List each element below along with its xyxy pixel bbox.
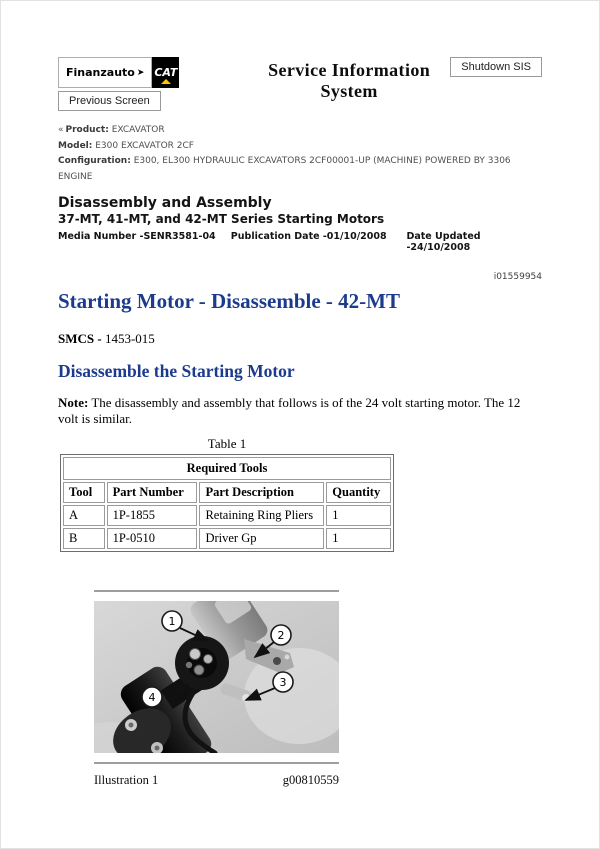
cell-part-description: Retaining Ring Pliers — [199, 505, 324, 526]
model-label: Model: — [58, 140, 93, 151]
product-value: EXCAVATOR — [111, 125, 165, 135]
note-paragraph — [58, 395, 542, 427]
model-line — [58, 139, 542, 155]
configuration-line — [58, 154, 542, 185]
cell-quantity: 1 — [326, 505, 391, 526]
document-subtitle: 37-MT, 41-MT, and 42-MT Series Starting Motors — [58, 212, 385, 226]
cat-triangle-icon — [161, 79, 171, 84]
table-header-row — [63, 482, 391, 503]
smcs-value: 1453-015 — [104, 331, 155, 346]
cell-tool: B — [63, 528, 105, 549]
illustration-figure-id: g00810559 — [282, 773, 339, 787]
illustration-label: Illustration 1 — [94, 773, 159, 787]
table-row — [63, 505, 391, 526]
arrow-icon: ➤ — [136, 67, 145, 78]
product-line — [58, 123, 542, 139]
date-updated: Date Updated -24/10/2008 — [406, 231, 481, 253]
logo-area — [58, 57, 248, 111]
table-row — [63, 528, 391, 549]
note-label: Note: — [58, 395, 89, 410]
cell-tool: A — [63, 505, 105, 526]
product-info — [58, 123, 542, 185]
smcs-line — [58, 331, 542, 347]
finanzauto-logo-text: Finanzauto — [66, 66, 135, 79]
col-header-part-number: Part Number — [107, 482, 198, 503]
configuration-value: E300, EL300 HYDRAULIC EXCAVATORS 2CF00001-UP (MACHINE) POWERED BY 3306 ENGINE — [58, 156, 511, 182]
document-title: Disassembly and Assembly — [58, 195, 272, 211]
model-value: E300 EXCAVATOR 2CF — [95, 140, 194, 151]
motor-photo-art — [94, 601, 339, 753]
cell-part-description: Driver Gp — [199, 528, 324, 549]
table-title: Required Tools — [63, 457, 391, 480]
illustration-caption-row — [94, 773, 339, 788]
media-info-row — [58, 231, 542, 253]
article-subheading: Disassemble the Starting Motor — [58, 361, 295, 381]
media-number: Media Number -SENR3581-04 — [58, 231, 216, 242]
note-text: The disassembly and assembly that follows is of the 24 volt starting motor. The 12 volt is similar. — [58, 395, 521, 426]
cell-quantity: 1 — [326, 528, 391, 549]
col-header-part-description: Part Description — [199, 482, 324, 503]
cat-logo — [152, 57, 179, 88]
finanzauto-cat-logo — [58, 57, 248, 88]
cat-logo-text: CAT — [154, 66, 178, 79]
finanzauto-logo — [58, 57, 152, 88]
top-bar — [58, 57, 542, 111]
cell-part-number: 1P-1855 — [107, 505, 198, 526]
callout-3-number: 3 — [279, 676, 287, 689]
cell-part-number: 1P-0510 — [107, 528, 198, 549]
illustration-top-rule — [94, 590, 339, 592]
col-header-quantity: Quantity — [326, 482, 391, 503]
double-chevron-icon: « — [58, 125, 64, 135]
publication-date: Publication Date -01/10/2008 — [230, 231, 387, 242]
configuration-label: Configuration: — [58, 156, 131, 166]
product-label: Product: — [65, 125, 109, 135]
required-tools-table — [60, 454, 394, 552]
illustration-block — [94, 590, 339, 788]
previous-screen-button[interactable]: Previous Screen — [58, 91, 161, 111]
callout-2-number: 2 — [277, 629, 285, 642]
starting-motor-photo — [94, 601, 339, 753]
illustration-bottom-rule — [94, 762, 339, 764]
page — [1, 1, 599, 788]
col-header-tool: Tool — [63, 482, 105, 503]
table-caption: Table 1 — [207, 436, 247, 451]
app-title: Service Information System — [268, 60, 431, 101]
document-id: i01559954 — [493, 272, 542, 282]
callout-1-number: 1 — [168, 615, 176, 628]
shutdown-sis-button[interactable]: Shutdown SIS — [450, 57, 542, 77]
article-heading: Starting Motor - Disassemble - 42-MT — [58, 289, 400, 313]
callout-4-number: 4 — [148, 691, 156, 704]
smcs-label: SMCS - — [58, 331, 102, 346]
